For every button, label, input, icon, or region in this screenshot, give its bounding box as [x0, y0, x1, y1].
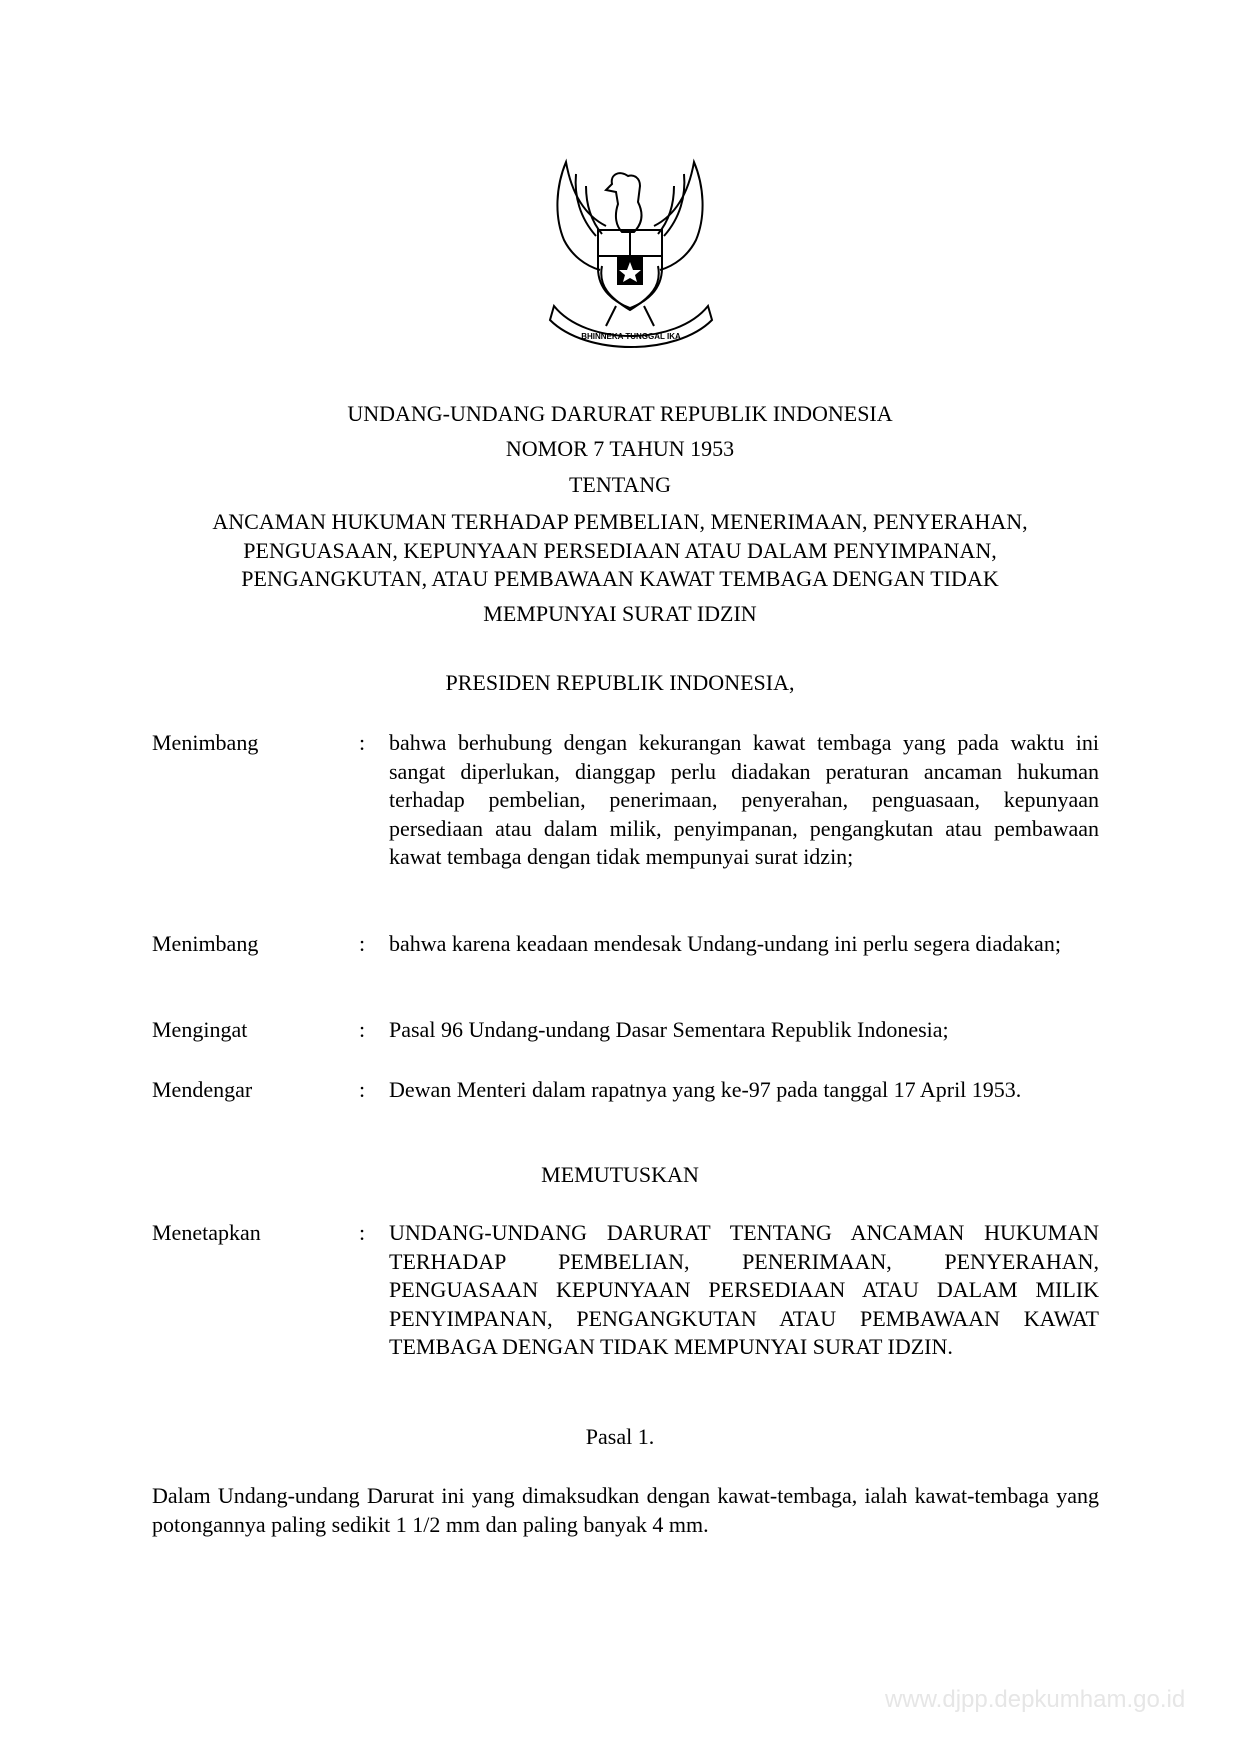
clause-colon: :	[359, 1017, 366, 1042]
clause-text: bahwa berhubung dengan kekurangan kawat tembaga yang pada waktu ini sangat diperlukan, dianggap perlu diadakan peraturan ancaman hukuman terhadap pembelian, penerimaan, penyerahan, penguasaan, kepunyaan persediaan atau dalam milik, penyimpanan, pengangkutan atau pembawaan kawat tembaga dengan tidak mempunyai surat idzin;	[389, 730, 1099, 869]
clause-colon: :	[359, 931, 366, 956]
clause-colon: :	[359, 730, 366, 755]
enact-colon: :	[359, 1220, 366, 1245]
subject-line: ANCAMAN HUKUMAN TERHADAP PEMBELIAN, MENERIMAAN, PENYERAHAN,	[212, 509, 1028, 534]
garuda-emblem	[536, 156, 726, 358]
clause-text: Pasal 96 Undang-undang Dasar Sementara Republik Indonesia;	[389, 1017, 949, 1042]
clause-label: Mengingat	[152, 1017, 248, 1042]
subject-line: MEMPUNYAI SURAT IDZIN	[483, 601, 757, 626]
about-label: TENTANG	[568, 472, 672, 497]
law-number: NOMOR 7 TAHUN 1953	[505, 436, 735, 461]
svg-text:BHINNEKA TUNGGAL IKA: BHINNEKA TUNGGAL IKA	[581, 332, 681, 341]
law-title: UNDANG-UNDANG DARURAT REPUBLIK INDONESIA	[347, 401, 893, 426]
subject-line: PENGANGKUTAN, ATAU PEMBAWAAN KAWAT TEMBAGA DENGAN TIDAK	[241, 566, 999, 591]
president-heading: PRESIDEN REPUBLIK INDONESIA,	[445, 670, 795, 695]
watermark: www.djpp.depkumham.go.id	[885, 1686, 1186, 1713]
article-title: Pasal 1.	[585, 1424, 655, 1449]
decision-heading: MEMUTUSKAN	[541, 1162, 699, 1187]
subject-line: PENGUASAAN, KEPUNYAAN PERSEDIAAN ATAU DALAM PENYIMPANAN,	[243, 538, 997, 563]
clause-label: Menimbang	[152, 730, 259, 755]
clause-label: Menimbang	[152, 931, 259, 956]
article-text: Dalam Undang-undang Darurat ini yang dimaksudkan dengan kawat-tembaga, ialah kawat-tembaga yang potongannya paling sedikit 1 1/2 mm dan paling banyak 4 mm.	[152, 1483, 1099, 1537]
enact-label: Menetapkan	[152, 1220, 261, 1245]
enact-text: UNDANG-UNDANG DARURAT TENTANG ANCAMAN HUKUMAN TERHADAP PEMBELIAN, PENERIMAAN, PENYERAHAN, PENGUASAAN KEPUNYAAN PERSEDIAAN ATAU DALAM MILIK PENYIMPANAN, PENGANGKUTAN ATAU PEMBAWAAN KAWAT TEMBAGA DENGAN TIDAK MEMPUNYAI SURAT IDZIN.	[389, 1220, 1099, 1359]
clause-text: bahwa karena keadaan mendesak Undang-undang ini perlu segera diadakan;	[389, 931, 1061, 956]
clause-label: Mendengar	[152, 1077, 253, 1102]
clause-colon: :	[359, 1077, 366, 1102]
clause-text: Dewan Menteri dalam rapatnya yang ke-97 pada tanggal 17 April 1953.	[389, 1077, 1022, 1102]
